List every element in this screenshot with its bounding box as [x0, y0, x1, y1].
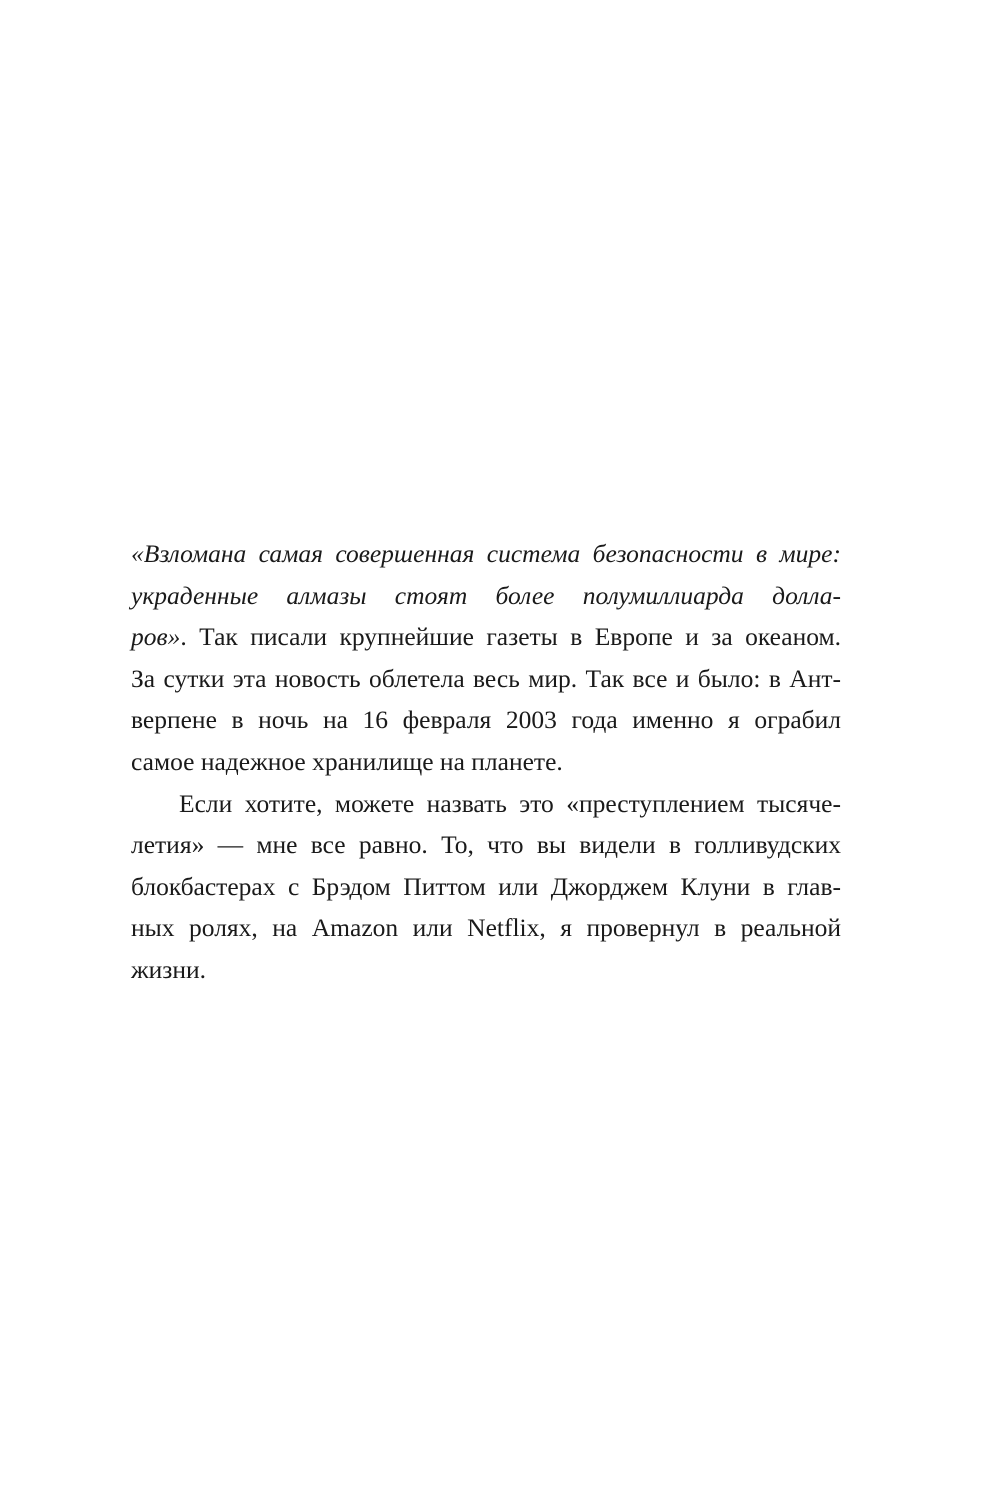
- text-line: [131, 533, 841, 575]
- text-line: [131, 575, 841, 617]
- text-line: [131, 949, 841, 991]
- text-run: летия» — мне все равно. То, что вы видели в голливудских: [131, 830, 841, 860]
- text-run: самое надежное хранилище на планете.: [131, 746, 563, 776]
- text-run: верпене в ночь на 16 февраля 2003 года именно я ограбил: [131, 705, 841, 735]
- text-line: [131, 616, 841, 658]
- text-run: жизни.: [131, 954, 207, 984]
- text-line: [131, 658, 841, 700]
- italic-quote: ров»: [131, 622, 181, 652]
- body-text: [131, 533, 841, 991]
- text-run: Если хотите, можете назвать это «преступлением тысяче-: [179, 788, 841, 818]
- text-line: [131, 907, 841, 949]
- paragraph-2: [131, 783, 841, 991]
- text-run: блокбастерах с Брэдом Питтом или Джорджем Клуни в глав-: [131, 871, 841, 901]
- paragraph-1: [131, 533, 841, 783]
- text-run: . Так писали крупнейшие газеты в Европе и за океаном.: [180, 622, 841, 652]
- text-line: [131, 699, 841, 741]
- text-run: За сутки эта новость облетела весь мир. Так все и было: в Ант-: [131, 663, 841, 693]
- text-line: [131, 783, 841, 825]
- text-line: [131, 866, 841, 908]
- text-line: [131, 741, 841, 783]
- text-line: [131, 824, 841, 866]
- italic-quote: украденные алмазы стоят более полумиллиарда долла-: [131, 580, 841, 610]
- italic-quote: «Взломана самая совершенная система безопасности в мире:: [131, 539, 841, 568]
- text-run: ных ролях, на Amazon или Netflix, я провернул в реальной: [131, 913, 841, 943]
